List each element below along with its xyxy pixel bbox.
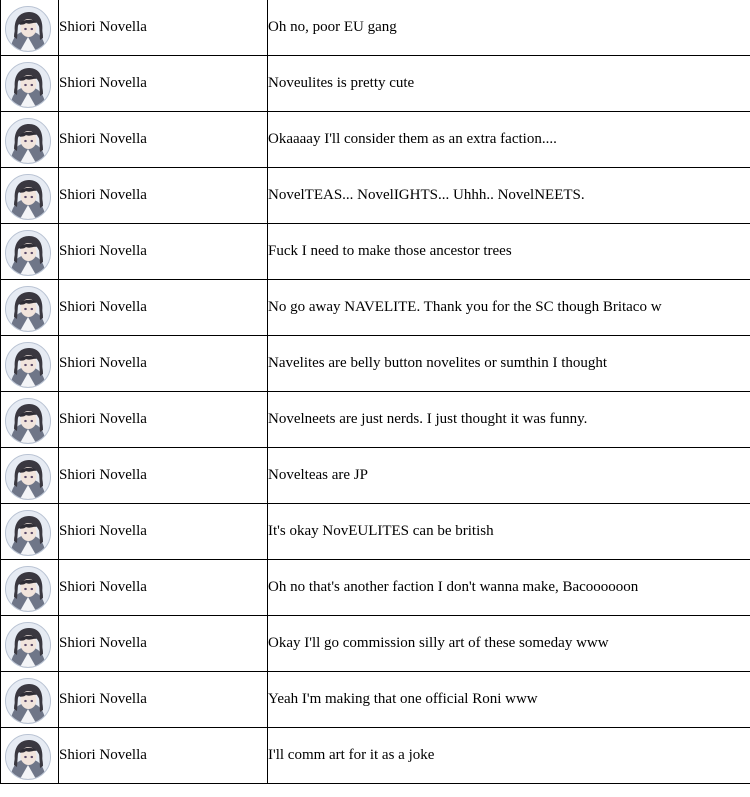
user-avatar-icon xyxy=(5,678,51,724)
message-text: Novelneets are just nerds. I just thought it was funny. xyxy=(268,392,750,448)
avatar-portrait-graphic xyxy=(6,679,50,723)
user-avatar-icon xyxy=(5,6,51,52)
chat-message-row xyxy=(1,392,750,448)
chat-message-row xyxy=(1,448,750,504)
avatar-cell xyxy=(1,672,59,728)
avatar-portrait-graphic xyxy=(6,623,50,667)
user-avatar-icon xyxy=(5,510,51,556)
avatar-portrait-graphic xyxy=(6,119,50,163)
message-text: Fuck I need to make those ancestor trees xyxy=(268,224,750,280)
chat-message-row xyxy=(1,728,750,784)
message-text: Noveulites is pretty cute xyxy=(268,56,750,112)
avatar-cell xyxy=(1,616,59,672)
avatar-portrait-graphic xyxy=(6,7,50,51)
chat-message-row xyxy=(1,0,750,56)
author-name: Shiori Novella xyxy=(59,560,268,616)
avatar-portrait-graphic xyxy=(6,231,50,275)
message-text: NovelTEAS... NovelIGHTS... Uhhh.. NovelNEETS. xyxy=(268,168,750,224)
chat-message-row xyxy=(1,112,750,168)
avatar-cell xyxy=(1,56,59,112)
author-name: Shiori Novella xyxy=(59,672,268,728)
chat-message-row xyxy=(1,560,750,616)
author-name: Shiori Novella xyxy=(59,448,268,504)
message-text: Navelites are belly button novelites or sumthin I thought xyxy=(268,336,750,392)
message-text: Okaaaay I'll consider them as an extra faction.... xyxy=(268,112,750,168)
avatar-portrait-graphic xyxy=(6,343,50,387)
user-avatar-icon xyxy=(5,622,51,668)
author-name: Shiori Novella xyxy=(59,728,268,784)
user-avatar-icon xyxy=(5,286,51,332)
author-name: Shiori Novella xyxy=(59,224,268,280)
avatar-cell xyxy=(1,112,59,168)
chat-message-row xyxy=(1,672,750,728)
user-avatar-icon xyxy=(5,62,51,108)
chat-message-row xyxy=(1,56,750,112)
avatar-cell xyxy=(1,336,59,392)
message-text: It's okay NovEULITES can be british xyxy=(268,504,750,560)
user-avatar-icon xyxy=(5,398,51,444)
avatar-portrait-graphic xyxy=(6,63,50,107)
avatar-cell xyxy=(1,504,59,560)
author-name: Shiori Novella xyxy=(59,504,268,560)
avatar-cell xyxy=(1,224,59,280)
author-name: Shiori Novella xyxy=(59,112,268,168)
avatar-portrait-graphic xyxy=(6,455,50,499)
avatar-cell xyxy=(1,0,59,56)
avatar-cell xyxy=(1,448,59,504)
message-text: Novelteas are JP xyxy=(268,448,750,504)
author-name: Shiori Novella xyxy=(59,392,268,448)
user-avatar-icon xyxy=(5,174,51,220)
author-name: Shiori Novella xyxy=(59,616,268,672)
avatar-portrait-graphic xyxy=(6,511,50,555)
user-avatar-icon xyxy=(5,566,51,612)
user-avatar-icon xyxy=(5,230,51,276)
message-text: No go away NAVELITE. Thank you for the SC though Britaco w xyxy=(268,280,750,336)
chat-message-row xyxy=(1,616,750,672)
chat-message-row xyxy=(1,168,750,224)
chat-message-row xyxy=(1,224,750,280)
chat-message-row xyxy=(1,280,750,336)
avatar-portrait-graphic xyxy=(6,735,50,779)
message-text: Oh no that's another faction I don't wanna make, Bacoooooon xyxy=(268,560,750,616)
chat-message-row xyxy=(1,336,750,392)
avatar-portrait-graphic xyxy=(6,567,50,611)
user-avatar-icon xyxy=(5,734,51,780)
user-avatar-icon xyxy=(5,342,51,388)
message-text: I'll comm art for it as a joke xyxy=(268,728,750,784)
avatar-cell xyxy=(1,168,59,224)
avatar-portrait-graphic xyxy=(6,287,50,331)
author-name: Shiori Novella xyxy=(59,0,268,56)
user-avatar-icon xyxy=(5,454,51,500)
avatar-portrait-graphic xyxy=(6,399,50,443)
author-name: Shiori Novella xyxy=(59,56,268,112)
message-text: Oh no, poor EU gang xyxy=(268,0,750,56)
message-text: Yeah I'm making that one official Roni www xyxy=(268,672,750,728)
avatar-cell xyxy=(1,560,59,616)
avatar-cell xyxy=(1,280,59,336)
author-name: Shiori Novella xyxy=(59,336,268,392)
avatar-cell xyxy=(1,728,59,784)
user-avatar-icon xyxy=(5,118,51,164)
author-name: Shiori Novella xyxy=(59,168,268,224)
author-name: Shiori Novella xyxy=(59,280,268,336)
message-text: Okay I'll go commission silly art of these someday www xyxy=(268,616,750,672)
avatar-cell xyxy=(1,392,59,448)
chat-message-row xyxy=(1,504,750,560)
chat-log-body xyxy=(1,0,750,784)
avatar-portrait-graphic xyxy=(6,175,50,219)
